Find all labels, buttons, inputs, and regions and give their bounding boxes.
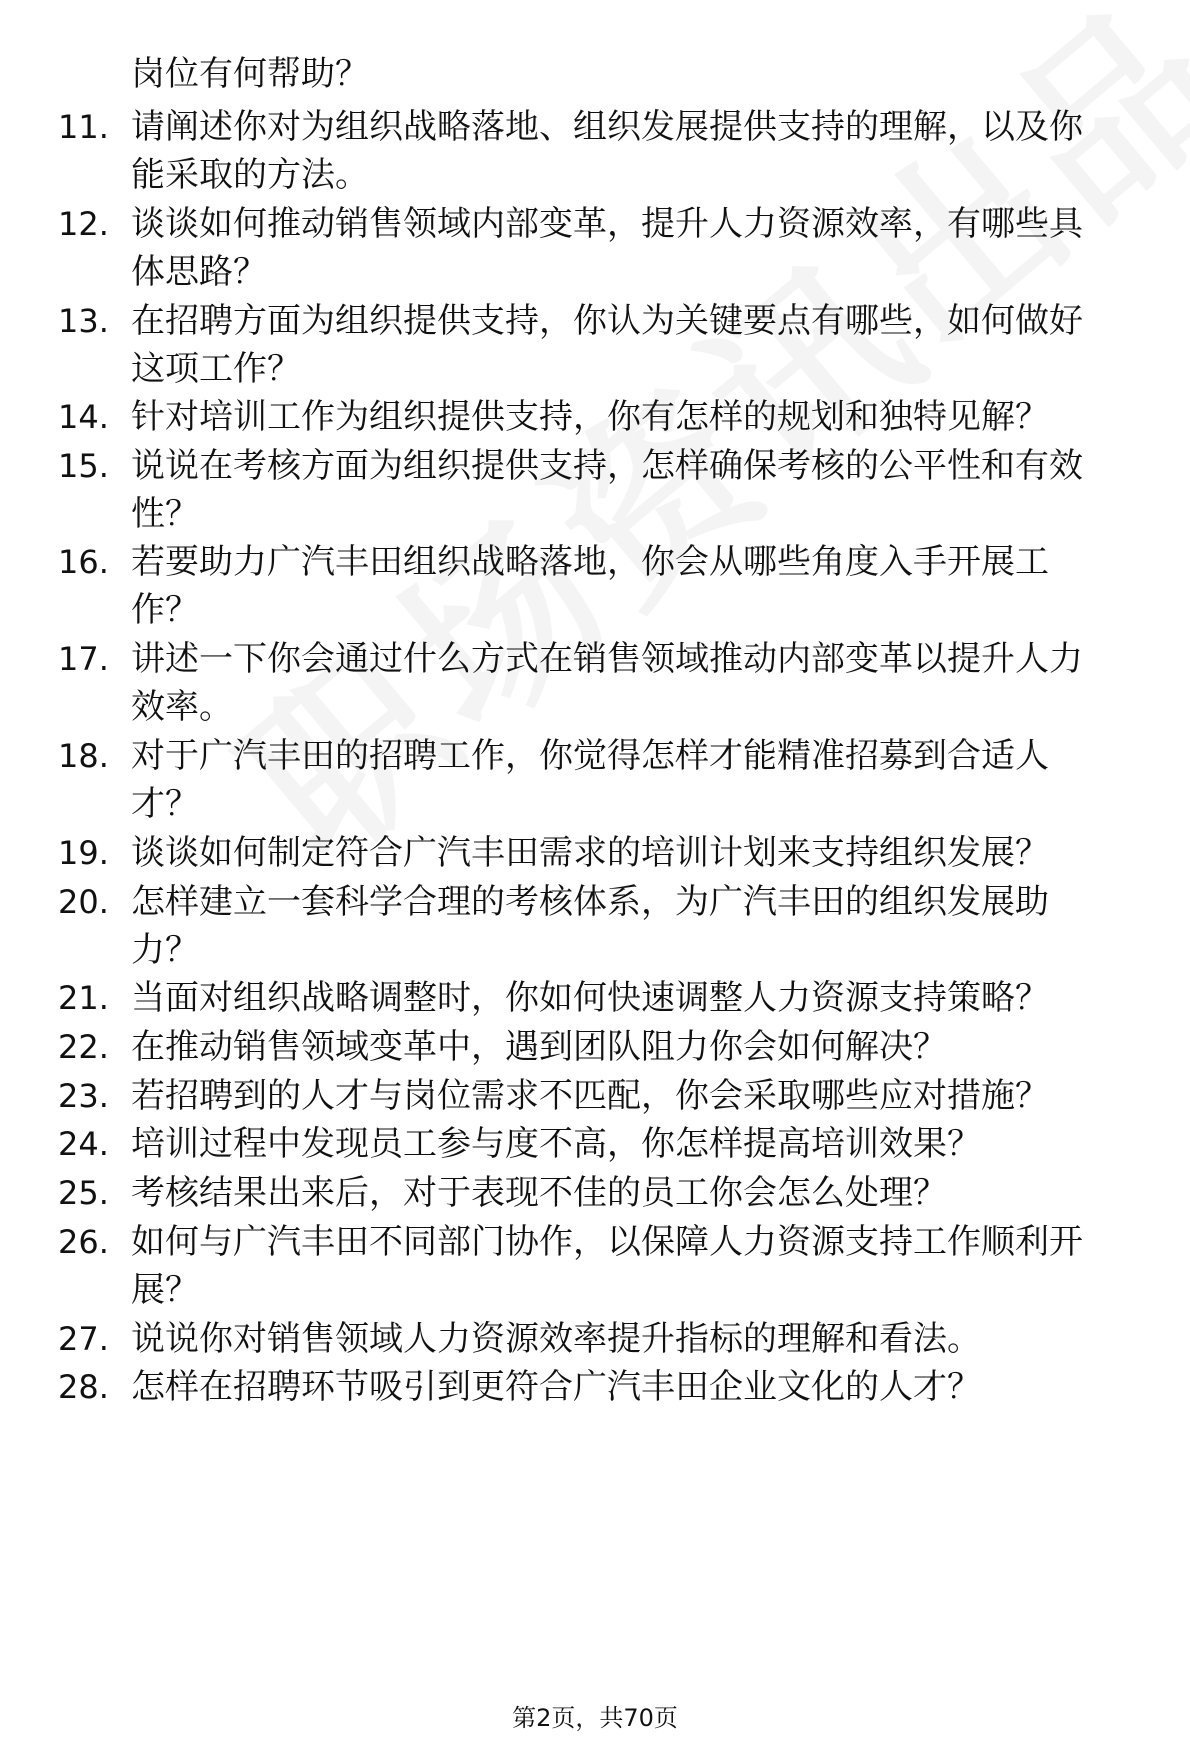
question-text-line: 培训过程中发现员工参与度不高，你怎样提高培训效果？: [131, 1124, 981, 1164]
question-number: 19.: [58, 834, 109, 872]
question-text-line: 能采取的方法。: [131, 155, 369, 195]
question-number: 23.: [58, 1077, 109, 1115]
question-text: [131, 1315, 1161, 1363]
question-text-line: 在推动销售领域变革中，遇到团队阻力你会如何解决？: [131, 1027, 947, 1067]
question-text-line: 如何与广汽丰田不同部门协作，以保障人力资源支持工作顺利开: [131, 1222, 1083, 1262]
question-number: 13.: [58, 302, 109, 340]
question-text: [131, 878, 1161, 974]
question-number: 24.: [58, 1125, 109, 1163]
question-text: [131, 1023, 1161, 1071]
question-number: 11.: [58, 108, 109, 146]
question-number: 28.: [58, 1368, 109, 1406]
question-text-line: 谈谈如何推动销售领域内部变革，提升人力资源效率，有哪些具: [131, 204, 1083, 244]
question-text: [131, 1120, 1161, 1168]
question-text-line: 若要助力广汽丰田组织战略落地，你会从哪些角度入手开展工: [131, 542, 1049, 582]
question-text-line: 作？: [131, 590, 199, 630]
question-text-line: 针对培训工作为组织提供支持，你有怎样的规划和独特见解？: [131, 397, 1049, 437]
question-text: [131, 200, 1161, 296]
question-text-line: 当面对组织战略调整时，你如何快速调整人力资源支持策略？: [131, 978, 1049, 1018]
question-text-line: 讲述一下你会通过什么方式在销售领域推动内部变革以提升人力: [131, 639, 1083, 679]
question-text-line: 展？: [131, 1270, 199, 1310]
question-number: 21.: [58, 979, 109, 1017]
question-text-line: 才？: [131, 784, 199, 824]
question-text-line: 在招聘方面为组织提供支持，你认为关键要点有哪些，如何做好: [131, 301, 1083, 341]
question-text-line: 怎样在招聘环节吸引到更符合广汽丰田企业文化的人才？: [131, 1367, 981, 1407]
question-text-line: 考核结果出来后，对于表现不佳的员工你会怎么处理？: [131, 1173, 947, 1213]
question-text: [131, 1363, 1161, 1411]
question-number: 14.: [58, 398, 109, 436]
question-text: [131, 1072, 1161, 1120]
question-text-line: 效率。: [131, 687, 233, 727]
question-text-line: 说说在考核方面为组织提供支持，怎样确保考核的公平性和有效: [131, 446, 1083, 486]
question-text: [131, 538, 1161, 634]
question-number: 27.: [58, 1320, 109, 1358]
question-text: [131, 442, 1161, 538]
question-text-line: 性？: [131, 494, 199, 534]
question-number: 25.: [58, 1174, 109, 1212]
question-text-line: 怎样建立一套科学合理的考核体系，为广汽丰田的组织发展助: [131, 882, 1049, 922]
question-text-line: 体思路？: [131, 252, 267, 292]
question-number: 26.: [58, 1223, 109, 1261]
question-number: 20.: [58, 883, 109, 921]
page-footer: 第2页，共70页: [512, 1704, 678, 1732]
question-text-line: 若招聘到的人才与岗位需求不匹配，你会采取哪些应对措施？: [131, 1076, 1049, 1116]
question-text: [131, 829, 1161, 877]
question-text: [131, 103, 1161, 199]
question-text-line: 谈谈如何制定符合广汽丰田需求的培训计划来支持组织发展？: [131, 833, 1049, 873]
question-text: [131, 635, 1161, 731]
question-text-line: 这项工作？: [131, 349, 301, 389]
continuation-line: 岗位有何帮助？: [131, 54, 369, 94]
question-text: [131, 393, 1161, 441]
question-text-line: 对于广汽丰田的招聘工作，你觉得怎样才能精准招募到合适人: [131, 736, 1049, 776]
question-text: [131, 1218, 1161, 1314]
question-text-line: 说说你对销售领域人力资源效率提升指标的理解和看法。: [131, 1319, 981, 1359]
question-number: 18.: [58, 737, 109, 775]
question-number: 17.: [58, 640, 109, 678]
question-text: [131, 732, 1161, 828]
question-number: 15.: [58, 447, 109, 485]
question-number: 16.: [58, 543, 109, 581]
question-text-line: 请阐述你对为组织战略落地、组织发展提供支持的理解，以及你: [131, 107, 1083, 147]
question-text: [131, 974, 1161, 1022]
question-text: [131, 1169, 1161, 1217]
question-number: 22.: [58, 1028, 109, 1066]
question-number: 12.: [58, 205, 109, 243]
question-text: [131, 297, 1161, 393]
question-text-line: 力？: [131, 930, 199, 970]
